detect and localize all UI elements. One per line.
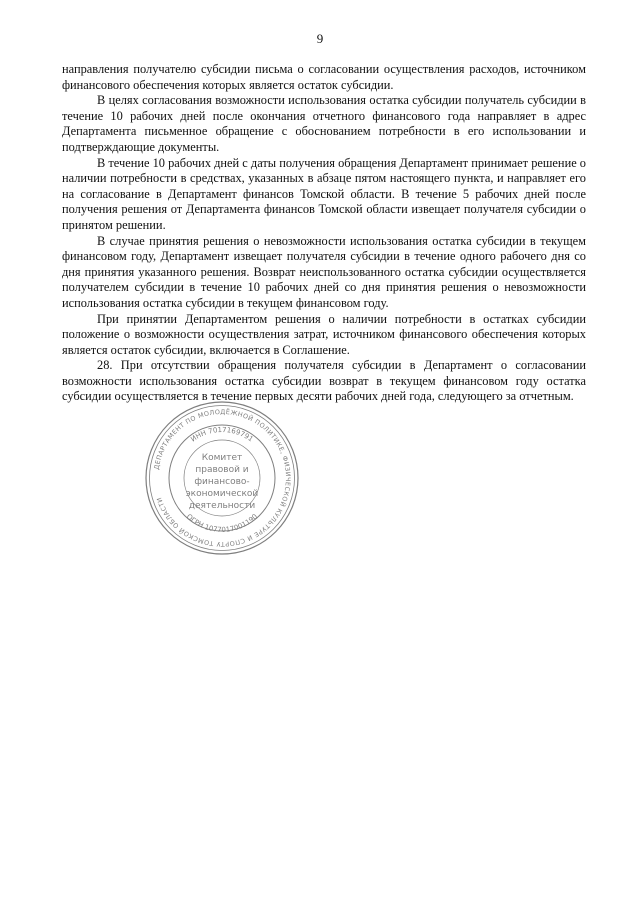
document-body <box>62 62 586 405</box>
seal-ogrn: ОГРН 1077017001190 <box>184 512 260 535</box>
paragraph-item-28: 28. При отсутствии обращения получателя субсидии в Департамент о согласовании возможности использования остатка субсидии возврат в текущем финансовом году остатка субсидии осуществляется в течение первых десяти рабочих дней года, следующего за отчетным. <box>62 358 586 404</box>
svg-text:Комитет: Комитет <box>201 453 243 463</box>
official-stamp <box>142 398 302 558</box>
svg-text:экономической: экономической <box>185 489 259 499</box>
svg-text:деятельности: деятельности <box>188 501 256 511</box>
seal-center-text <box>186 453 259 511</box>
paragraph-continuation: направления получателю субсидии письма о согласовании осуществления расходов, источником финансового обеспечения которых является остаток субсидии. <box>62 62 586 92</box>
svg-text:правовой и: правовой и <box>195 465 249 475</box>
seal-inn: ИНН 7017169791 <box>189 425 255 444</box>
page-number: 9 <box>316 31 324 46</box>
paragraph-approval-request: В целях согласования возможности использования остатка субсидии получатель субсидии в течение 10 рабочих дней после окончания отчетного финансового года направляет в адрес Департамента письменное обращение с обоснованием потребности в его использовании и подтверждающие документы. <box>62 93 586 154</box>
paragraph-refund-case: В случае принятия решения о невозможности использования остатка субсидии в текущем финансовом году, Департамент извещает получателя субсидии в течение одного рабочего дня со дня принятия указанного решения. Возврат неиспользованного остатка субсидии осуществляется получателем субсидии в течение 10 рабочих дней со дня принятия решения о невозможности использования остатка субсидии в текущем финансовом году. <box>62 233 586 310</box>
paragraph-agreement-clause: При принятии Департаментом решения о наличии потребности в остатках субсидии положение о возможности осуществления затрат, источником финансового обеспечения которых является остаток субсидии, включается в Соглашение. <box>62 311 586 357</box>
seal-ring-text: ДЕПАРТАМЕНТ ПО МОЛОДЁЖНОЙ ПОЛИТИКЕ, ФИЗИЧЕСКОЙ КУЛЬТУРЕ И СПОРТУ ТОМСКОЙ ОБЛАСТИ <box>152 407 293 549</box>
paragraph-decision-timing: В течение 10 рабочих дней с даты получения обращения Департамент принимает решение о наличии потребности в средствах, указанных в абзаце пятом настоящего пункта, и направляет его на согласование в Департамент финансов Томской области. В течение 5 рабочих дней после получения решения от Департамента финансов Томской области извещает получателя субсидии о принятом решении. <box>62 155 586 232</box>
svg-text:финансово-: финансово- <box>194 477 250 487</box>
